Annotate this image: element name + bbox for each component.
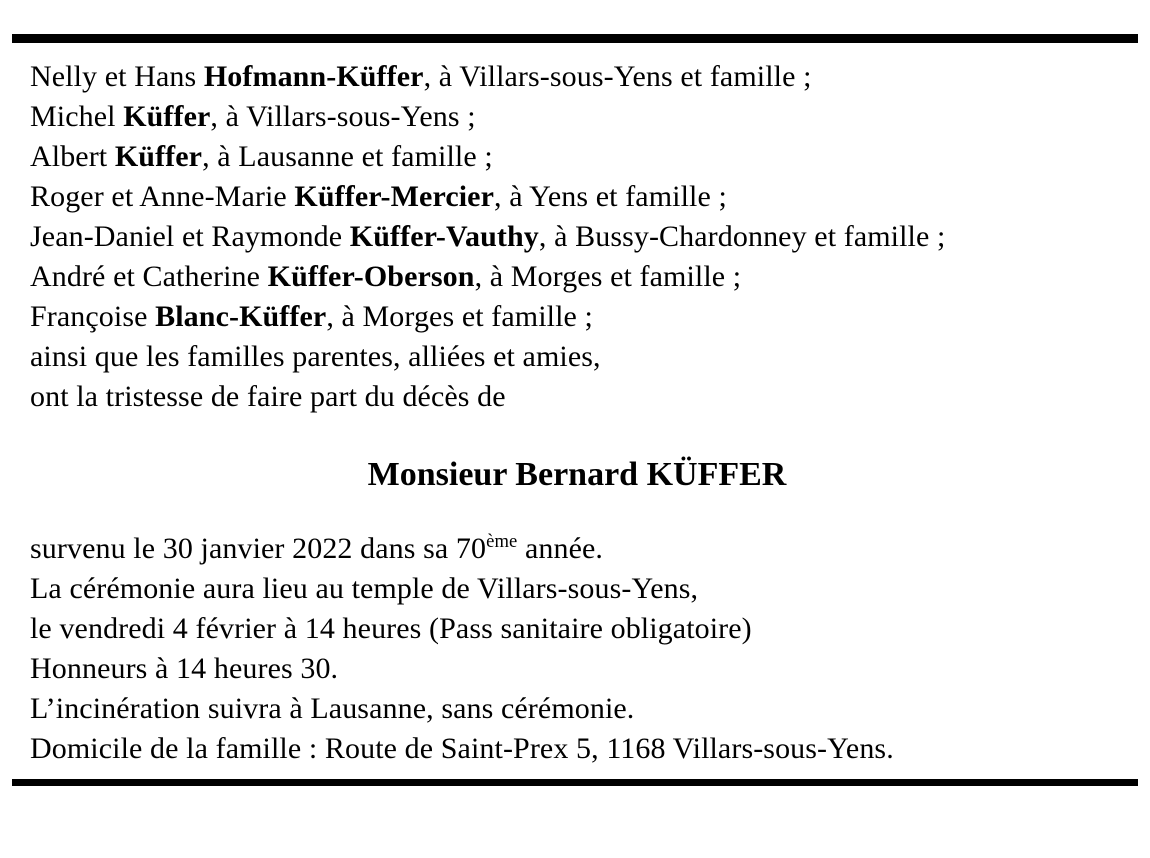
family-line-prefix: Françoise [30,300,156,333]
detail-line [30,729,1150,769]
family-surname: Blanc-Küffer [155,300,327,333]
detail-line-text: Honneurs à 14 heures 30. [30,652,339,685]
top-divider-rule [12,34,1138,43]
ordinal-suffix: ème [486,531,518,552]
family-line-prefix: ont la tristesse de faire part du décès de [30,380,506,413]
family-line [30,137,1150,177]
family-line-suffix: , à Yens et famille ; [494,180,727,213]
family-line [30,297,1150,337]
detail-line-text-after: année. [517,532,604,565]
bottom-divider-rule [12,779,1138,786]
detail-line-text: L’incinération suivra à Lausanne, sans cérémonie. [30,692,635,725]
family-list [30,57,1150,417]
family-line-suffix: , à Villars-sous-Yens et famille ; [423,60,812,93]
family-line [30,337,1150,377]
family-line [30,257,1150,297]
family-surname: Küffer-Oberson [267,260,475,293]
family-line-prefix: Roger et Anne-Marie [30,180,295,213]
detail-line [30,649,1150,689]
family-line [30,97,1150,137]
notice-body [0,43,1150,769]
detail-line [30,689,1150,729]
family-line-suffix: , à Bussy-Chardonney et famille ; [538,220,946,253]
family-line [30,377,1150,417]
family-line [30,177,1150,217]
family-line-prefix: Nelly et Hans [30,60,204,93]
family-line-suffix: , à Morges et famille ; [326,300,593,333]
family-line-suffix: , à Morges et famille ; [474,260,742,293]
family-line [30,217,1150,257]
family-surname: Küffer [114,140,203,173]
detail-line-text: Domicile de la famille : Route de Saint-Prex 5, 1168 Villars-sous-Yens. [30,732,894,765]
family-line [30,57,1150,97]
detail-line-text: survenu le 30 janvier 2022 dans sa 70 [30,532,487,565]
family-surname: Küffer [123,100,211,133]
detail-line [30,529,1150,569]
detail-line-text: le vendredi 4 février à 14 heures (Pass sanitaire obligatoire) [30,612,752,645]
family-line-prefix: ainsi que les familles parentes, alliées et amies, [30,340,601,373]
family-line-prefix: Jean-Daniel et Raymonde [30,220,350,253]
death-notice-card [0,34,1150,858]
family-line-prefix: Michel [30,100,124,133]
family-surname: Küffer-Vauthy [349,220,539,253]
detail-line [30,569,1150,609]
detail-line [30,609,1150,649]
family-line-prefix: Albert [30,140,115,173]
family-line-suffix: , à Villars-sous-Yens ; [210,100,476,133]
family-line-prefix: André et Catherine [30,260,268,293]
family-line-suffix: , à Lausanne et famille ; [202,140,493,173]
family-surname: Hofmann-Küffer [203,60,424,93]
ceremony-details [30,529,1150,769]
family-surname: Küffer-Mercier [294,180,495,213]
deceased-name: Monsieur Bernard KÜFFER [367,456,787,493]
detail-line-text: La cérémonie aura lieu au temple de Villars-sous-Yens, [30,572,699,605]
